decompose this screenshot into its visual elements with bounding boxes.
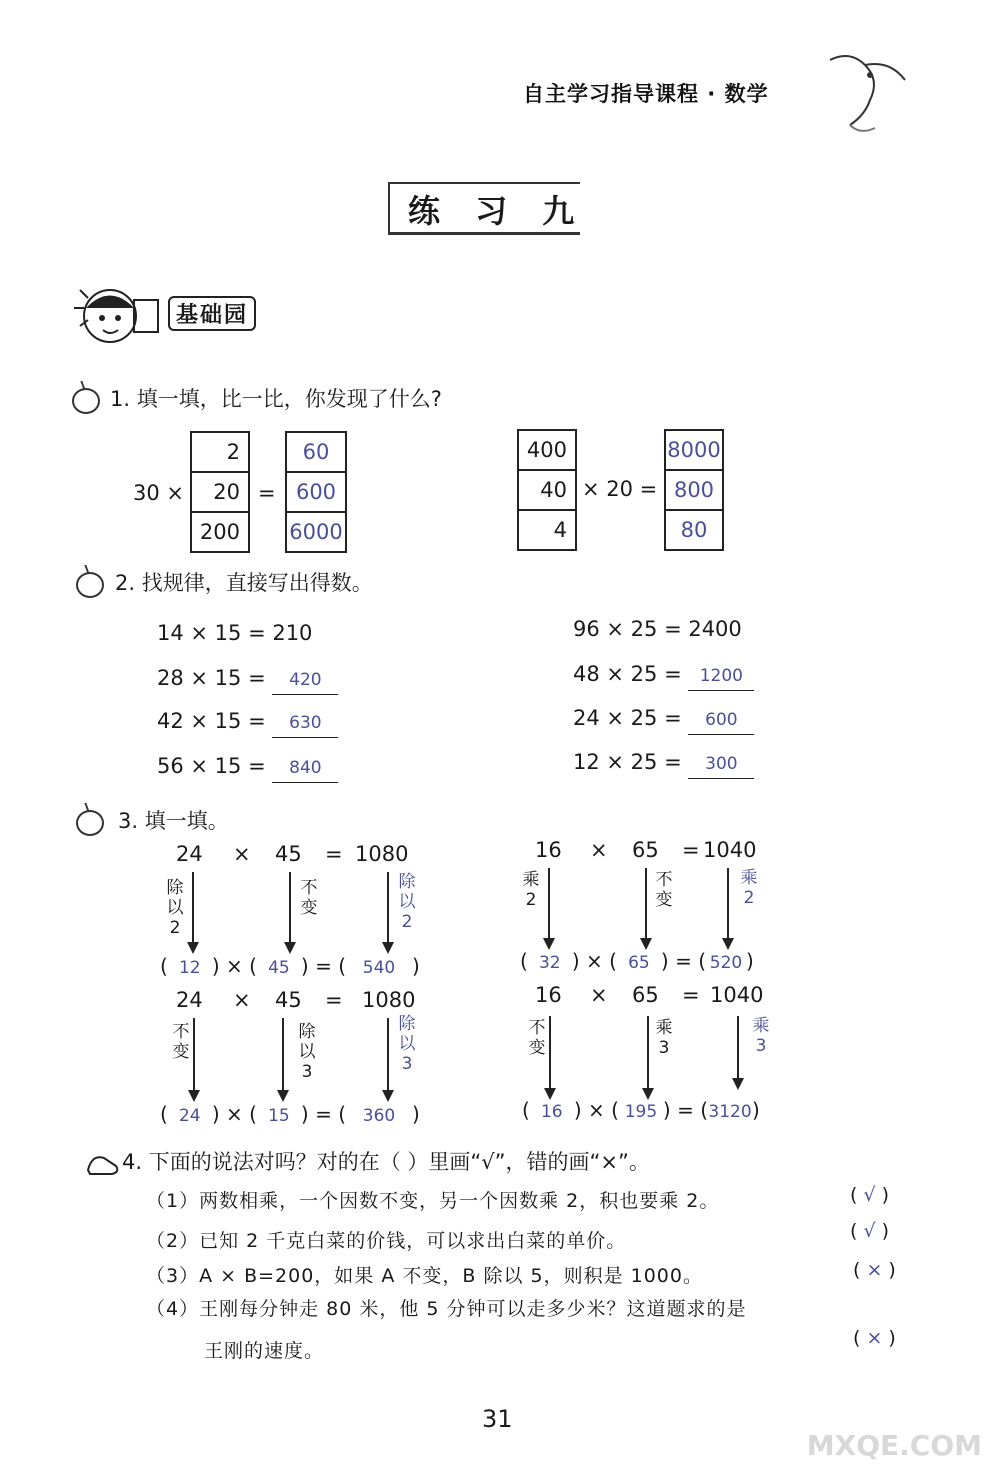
- q3-top-op: ×: [590, 838, 608, 862]
- op-label-handwritten: 除以3: [398, 1014, 416, 1074]
- q2-left-row: [157, 709, 338, 738]
- down-arrow-icon: [387, 1018, 389, 1100]
- judge-statement-continued: 王刚的速度。: [204, 1340, 325, 1362]
- answer-blank[interactable]: 840: [272, 758, 338, 783]
- op-label-handwritten: 乘2: [740, 868, 758, 908]
- q1-left-answers: [285, 431, 347, 553]
- factor-cell: 4: [553, 518, 567, 542]
- expr: 28 × 15 =: [157, 666, 266, 690]
- times-sign: ×: [587, 1098, 605, 1122]
- down-arrow-icon: [548, 868, 550, 948]
- expr: 56 × 15 =: [157, 754, 266, 778]
- q3-result-row: ( 16 ) × ( 195 ) = (3120): [522, 1098, 760, 1122]
- op-label-handwritten: 除以2: [398, 872, 416, 932]
- mark-value: √: [863, 1220, 876, 1242]
- q3-top-op: ×: [233, 988, 251, 1012]
- q3-result-row: ( 32 ) × ( 65 ) = ( 520 ): [520, 949, 754, 973]
- expr: 12 × 25 =: [573, 750, 682, 774]
- equals-sign: =: [315, 954, 332, 978]
- judge-statement: （3）A × B=200，如果 A 不变，B 除以 5，则积是 1000。: [146, 1265, 703, 1287]
- expr: 96 × 25 = 2400: [573, 617, 742, 641]
- judge-statement: （2）已知 2 千克白菜的价钱，可以求出白菜的单价。: [146, 1230, 627, 1252]
- answer-blank[interactable]: 630: [272, 713, 338, 738]
- judge-mark[interactable]: ( √ ): [850, 1220, 890, 1242]
- times-sign: ×: [225, 1102, 243, 1126]
- result-blank[interactable]: 15: [268, 1106, 290, 1126]
- result-blank[interactable]: 65: [628, 953, 650, 973]
- q1-prompt: 1. 填一填，比一比，你发现了什么?: [110, 387, 442, 411]
- answer-cell[interactable]: 6000: [289, 520, 343, 544]
- result-blank[interactable]: 195: [624, 1102, 658, 1122]
- expr: 24 × 25 =: [573, 706, 682, 730]
- result-blank[interactable]: 24: [178, 1106, 201, 1126]
- result-blank[interactable]: 3120: [708, 1102, 752, 1122]
- q3-result-row: ( 12 ) × ( 45 ) = ( 540 ): [160, 954, 420, 978]
- answer-blank[interactable]: 1200: [688, 666, 754, 691]
- factor-cell: 40: [519, 471, 575, 511]
- bird-decoration-icon: [820, 40, 910, 135]
- q1-left-equals: =: [258, 481, 276, 505]
- q2-left-row: [157, 666, 338, 695]
- q2-left-row: [157, 754, 338, 783]
- q1-right-answers: [664, 429, 724, 551]
- page-number: 31: [482, 1405, 513, 1433]
- expr: 42 × 15 =: [157, 709, 266, 733]
- exercise-title: 练 习 九: [408, 192, 587, 230]
- result-blank[interactable]: 45: [268, 958, 290, 978]
- op-label: 除以2: [166, 878, 184, 938]
- q3-top-value: 65: [632, 838, 659, 862]
- judge-mark[interactable]: ( √ ): [850, 1184, 890, 1206]
- factor-cell: 400: [519, 431, 575, 471]
- equals-sign: =: [315, 1102, 332, 1126]
- judge-mark[interactable]: ( × ): [853, 1259, 896, 1281]
- q3-top-value: 1040: [710, 983, 764, 1007]
- down-arrow-icon: [192, 872, 194, 952]
- expr: 14 × 15 = 210: [157, 621, 313, 645]
- down-arrow-icon: [193, 1018, 195, 1100]
- watermark: MXQE.COM: [806, 1429, 982, 1462]
- q3-top-op: ×: [590, 983, 608, 1007]
- answer-cell[interactable]: 80: [680, 518, 708, 542]
- q3-top-eq: =: [325, 988, 343, 1012]
- down-arrow-icon: [282, 1018, 284, 1100]
- factor-cell: 20: [192, 473, 248, 513]
- mark-value: ×: [866, 1259, 883, 1281]
- answer-blank[interactable]: 420: [272, 670, 338, 695]
- op-label: 不变: [300, 878, 318, 918]
- op-label-handwritten: 乘3: [752, 1016, 770, 1056]
- answer-blank[interactable]: 600: [688, 710, 754, 735]
- op-label: 乘2: [522, 870, 540, 910]
- answer-cell[interactable]: 800: [666, 471, 722, 511]
- q2-right-row: [573, 662, 754, 691]
- op-label: 不变: [528, 1018, 546, 1058]
- answer-cell[interactable]: 600: [287, 473, 345, 513]
- q1-left-factors: [190, 431, 250, 553]
- q3-result-row: ( 24 ) × ( 15 ) = ( 360 ): [160, 1102, 420, 1126]
- down-arrow-icon: [549, 1016, 551, 1098]
- q3-top-value: 24: [176, 988, 203, 1012]
- q1-right-factors: [517, 429, 577, 551]
- q3-top-eq: =: [682, 983, 700, 1007]
- answer-cell[interactable]: 8000: [666, 431, 722, 471]
- judge-statement: （4）王刚每分钟走 80 米，他 5 分钟可以走多少米？这道题求的是: [146, 1298, 747, 1320]
- cartoon-kid-icon: [68, 278, 163, 356]
- q3-top-op: ×: [233, 842, 251, 866]
- op-label: 不变: [655, 870, 673, 910]
- judge-mark[interactable]: ( × ): [853, 1327, 896, 1349]
- down-arrow-icon: [645, 868, 647, 948]
- result-blank[interactable]: 520: [709, 953, 743, 973]
- down-arrow-icon: [647, 1016, 649, 1098]
- q2-right-row: [573, 706, 754, 735]
- section-label: 基础园: [168, 296, 256, 331]
- result-blank[interactable]: 360: [362, 1106, 396, 1126]
- mark-value: ×: [866, 1327, 883, 1349]
- judge-statement: （1）两数相乘，一个因数不变，另一个因数乘 2，积也要乘 2。: [146, 1190, 720, 1212]
- q3-top-value: 16: [535, 983, 562, 1007]
- q3-top-value: 45: [275, 988, 302, 1012]
- expr: 48 × 25 =: [573, 662, 682, 686]
- apple-icon: [76, 572, 104, 598]
- q3-top-value: 65: [632, 983, 659, 1007]
- op-label: 不变: [172, 1022, 190, 1062]
- op-label: 乘3: [655, 1018, 673, 1058]
- equals-sign: =: [677, 1098, 694, 1122]
- down-arrow-icon: [727, 868, 729, 948]
- result-blank[interactable]: 32: [538, 953, 561, 973]
- q3-top-eq: =: [682, 838, 700, 862]
- result-blank[interactable]: 12: [178, 958, 201, 978]
- factor-cell: 200: [199, 520, 240, 544]
- down-arrow-icon: [289, 872, 291, 952]
- times-sign: ×: [225, 954, 243, 978]
- mark-value: √: [863, 1184, 876, 1206]
- q2-right-row: [573, 617, 742, 641]
- q2-prompt: 2. 找规律，直接写出得数。: [115, 571, 373, 595]
- down-arrow-icon: [387, 872, 389, 952]
- q2-left-row: [157, 621, 312, 645]
- q3-top-value: 16: [535, 838, 562, 862]
- down-arrow-icon: [737, 1016, 739, 1088]
- q4-prompt: 4. 下面的说法对吗？对的在（ ）里画“√”，错的画“×”。: [122, 1150, 650, 1174]
- q3-prompt: 3. 填一填。: [118, 809, 229, 833]
- q3-top-value: 24: [176, 842, 203, 866]
- answer-blank[interactable]: 300: [688, 754, 754, 779]
- shoe-icon: [86, 1150, 122, 1176]
- equals-sign: =: [675, 949, 692, 973]
- running-header: 自主学习指导课程 · 数学: [523, 82, 769, 106]
- q3-top-value: 1080: [355, 842, 409, 866]
- q1-right-multiplier: × 20 =: [582, 477, 658, 501]
- q2-right-row: [573, 750, 754, 779]
- q3-top-value: 1080: [362, 988, 416, 1012]
- factor-cell: 2: [192, 433, 248, 473]
- op-label: 除以3: [298, 1022, 316, 1082]
- q3-top-eq: =: [325, 842, 343, 866]
- times-sign: ×: [585, 949, 603, 973]
- apple-icon: [76, 810, 104, 836]
- result-blank[interactable]: 540: [362, 958, 396, 978]
- q3-top-value: 45: [275, 842, 302, 866]
- answer-cell[interactable]: 60: [287, 433, 345, 473]
- q1-left-multiplier: 30 ×: [133, 481, 184, 505]
- result-blank[interactable]: 16: [540, 1102, 563, 1122]
- q3-top-value: 1040: [703, 838, 757, 862]
- apple-icon: [72, 388, 100, 414]
